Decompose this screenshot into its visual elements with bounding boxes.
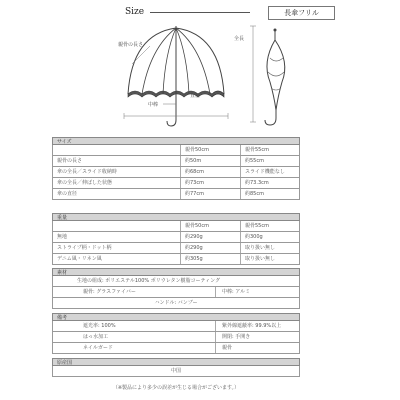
column-header: 親骨55cm: [245, 223, 269, 229]
cell-value: 約85cm: [245, 191, 264, 197]
cell-value: 約55cm: [245, 158, 264, 164]
umbrella-closed-illustration: [234, 26, 285, 125]
product-title: 長傘フリル: [268, 6, 335, 20]
cell-value: 約50m: [181, 156, 241, 166]
footer-note: （※製品により多少の誤差が生じる場合がございます。）: [112, 385, 240, 391]
column-header: 親骨50cm: [181, 221, 241, 231]
table-row: [52, 167, 300, 178]
remark-right: 開閉: 手開き: [222, 334, 251, 340]
remark-left: はっ水加工: [53, 332, 216, 342]
column-header: 親骨55cm: [245, 147, 269, 153]
remark-left: 遮光率: 100%: [53, 321, 216, 331]
cell-value: 約73cm: [181, 178, 241, 188]
table-row: [52, 343, 300, 354]
weight-table-header: 重量: [52, 213, 300, 221]
table-row: [52, 298, 300, 309]
row-label: 親骨の長さ: [53, 156, 181, 166]
row-label: 無地: [53, 232, 181, 242]
material-table-header: 素材: [52, 268, 300, 276]
cell-value: 取り扱い無し: [245, 256, 276, 262]
table-row: [52, 332, 300, 343]
row-label: 傘の直径: [53, 189, 181, 199]
length-label: 全長: [234, 36, 245, 42]
origin-value: 中国: [170, 368, 181, 374]
cell-value: 約305g: [181, 254, 241, 264]
size-heading: Size: [125, 7, 145, 17]
cell-value: 約73.3cm: [245, 180, 269, 186]
cell-value: 取り扱い無し: [245, 245, 276, 251]
cell-value: 約300g: [245, 234, 263, 240]
cell-value: 約290g: [181, 232, 241, 242]
table-row: [52, 287, 300, 298]
table-row: [52, 276, 300, 287]
remarks-table-header: 備考: [52, 313, 300, 321]
rib-material: 親骨: グラスファイバー: [53, 287, 216, 297]
fabric-composition: 生地の組成: ポリエステル100% ポリウレタン樹脂コーティング: [77, 278, 221, 284]
cell-value: スライド機能なし: [245, 169, 285, 175]
heading-divider: [150, 12, 250, 13]
handle-material: ハンドル: バンブー: [154, 300, 198, 306]
umbrella-open-illustration: [118, 26, 228, 126]
remark-right: 紫外線遮蔽率: 99.9%以上: [222, 323, 282, 329]
cell-value: 約77cm: [181, 189, 241, 199]
cell-value: 約290g: [181, 243, 241, 253]
row-label: 傘の全長／スライド收納時: [53, 167, 181, 177]
shaft-label: 中棒: [148, 102, 159, 108]
row-label: 傘の全長／伸ばした状態: [53, 178, 181, 188]
table-header-row: [52, 221, 300, 232]
table-row: [52, 366, 300, 377]
table-row: [52, 254, 300, 265]
cell-value: 約68cm: [181, 167, 241, 177]
column-header: [53, 221, 181, 231]
remarks-table: [52, 313, 300, 354]
table-row: [52, 178, 300, 189]
size-table-header: サイズ: [52, 137, 300, 145]
shaft-material: 中棒: アルミ: [222, 289, 251, 295]
remark-left: ネイルガード: [53, 343, 216, 353]
weight-table: [52, 213, 300, 265]
row-label: ストライプ柄・ドット柄: [53, 243, 181, 253]
origin-table-header: 原産国: [52, 358, 300, 366]
diameter-label: 直径: [190, 93, 201, 99]
table-row: [52, 321, 300, 332]
table-row: [52, 243, 300, 254]
column-header: 親骨50cm: [181, 145, 241, 155]
column-header: [53, 145, 181, 155]
material-table: [52, 268, 300, 309]
origin-table: [52, 358, 300, 377]
table-row: [52, 232, 300, 243]
rib-length-label: 親骨の長さ: [118, 42, 144, 48]
size-table: [52, 137, 300, 200]
row-label: デニム風・リネン風: [53, 254, 181, 264]
table-row: [52, 189, 300, 200]
remark-right: 親骨: [222, 345, 233, 351]
table-header-row: [52, 145, 300, 156]
umbrella-diagram: [0, 18, 400, 130]
table-row: [52, 156, 300, 167]
